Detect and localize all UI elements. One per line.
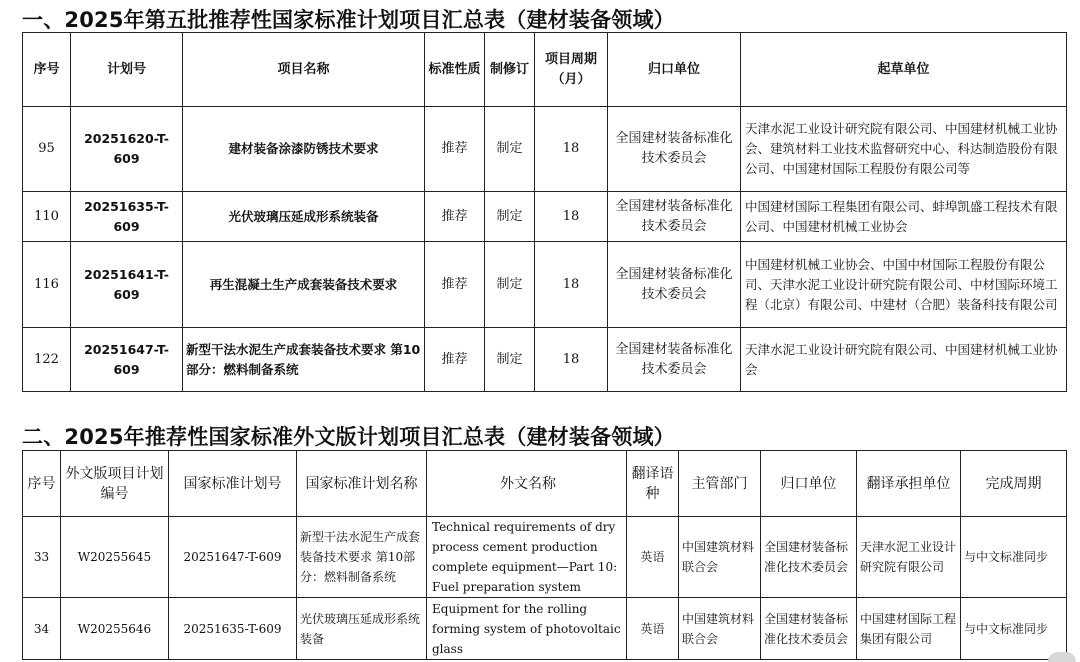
cell-translator: 天津水泥工业设计研究院有限公司 [857,517,961,598]
col-header-translator: 翻译承担单位 [857,451,961,517]
col-header-period: 项目周期（月） [535,33,608,107]
cell-plan: 20251647-T-609 [169,517,297,598]
cell-owner: 全国建材装备标准化技术委员会 [608,242,741,328]
col-header-plan: 计划号 [71,33,183,107]
col-header-nature: 标准性质 [425,33,485,107]
foreign-version-plan-table [22,450,1067,660]
cell-owner: 全国建材装备标准化技术委员会 [608,192,741,242]
cell-owner: 全国建材装备标准化技术委员会 [761,517,857,598]
table-row [23,107,1067,192]
cell-plan: 20251647-T-609 [71,328,183,392]
cell-language: 英语 [627,517,679,598]
cell-seq: 116 [23,242,71,328]
col-header-seq: 序号 [23,451,61,517]
cell-nature: 推荐 [425,328,485,392]
table-row [23,598,1067,660]
cell-code: W20255646 [61,598,169,660]
col-header-name: 项目名称 [183,33,425,107]
cell-translator: 中国建材国际工程集团有限公司 [857,598,961,660]
cell-seq: 122 [23,328,71,392]
cell-owner: 全国建材装备标准化技术委员会 [761,598,857,660]
cell-revision: 制定 [485,242,535,328]
cell-owner: 全国建材装备标准化技术委员会 [608,107,741,192]
cell-seq: 34 [23,598,61,660]
cell-language: 英语 [627,598,679,660]
col-header-cycle: 完成周期 [961,451,1067,517]
cell-drafter: 天津水泥工业设计研究院有限公司、中国建材机械工业协会 [741,328,1067,392]
cell-nature: 推荐 [425,242,485,328]
col-header-language: 翻译语种 [627,451,679,517]
table-header-row [23,451,1067,517]
cell-plan: 20251641-T-609 [71,242,183,328]
cell-cycle: 与中文标准同步 [961,598,1067,660]
col-header-foreign-name: 外文名称 [427,451,627,517]
cell-name: 建材装备涂漆防锈技术要求 [183,107,425,192]
cell-revision: 制定 [485,328,535,392]
cell-plan: 20251635-T-609 [71,192,183,242]
cell-name: 再生混凝土生产成套装备技术要求 [183,242,425,328]
col-header-owner: 归口单位 [608,33,741,107]
table-row [23,328,1067,392]
col-header-seq: 序号 [23,33,71,107]
col-header-drafter: 起草单位 [741,33,1067,107]
col-header-revision: 制修订 [485,33,535,107]
col-header-dept: 主管部门 [679,451,761,517]
cell-plan: 20251620-T-609 [71,107,183,192]
col-header-owner: 归口单位 [761,451,857,517]
table-row [23,192,1067,242]
col-header-code: 外文版项目计划编号 [61,451,169,517]
cell-seq: 33 [23,517,61,598]
cell-code: W20255645 [61,517,169,598]
table-row [23,517,1067,598]
cell-cycle: 与中文标准同步 [961,517,1067,598]
cell-period: 18 [535,328,608,392]
cell-nature: 推荐 [425,192,485,242]
section2-title: 二、2025年推荐性国家标准外文版计划项目汇总表（建材装备领域） [22,425,675,449]
cell-plan-name: 光伏玻璃压延成形系统装备 [297,598,427,660]
col-header-plan-name: 国家标准计划名称 [297,451,427,517]
cell-name: 光伏玻璃压延成形系统装备 [183,192,425,242]
cell-drafter: 中国建材国际工程集团有限公司、蚌埠凯盛工程技术有限公司、中国建材机械工业协会 [741,192,1067,242]
cell-period: 18 [535,242,608,328]
cell-dept: 中国建筑材料联合会 [679,517,761,598]
section1-title: 一、2025年第五批推荐性国家标准计划项目汇总表（建材装备领域） [22,8,675,32]
cell-foreign-name: Equipment for the rolling forming system of photovoltaic glass [427,598,627,660]
cell-plan: 20251635-T-609 [169,598,297,660]
cell-nature: 推荐 [425,107,485,192]
cell-owner: 全国建材装备标准化技术委员会 [608,328,741,392]
cell-revision: 制定 [485,192,535,242]
standards-plan-table [22,32,1067,392]
watermark-decoration [1048,652,1076,662]
cell-revision: 制定 [485,107,535,192]
cell-foreign-name: Technical requirements of dry process cement production complete equipment—Part 10: Fuel preparation system [427,517,627,598]
cell-period: 18 [535,192,608,242]
col-header-plan: 国家标准计划号 [169,451,297,517]
cell-plan-name: 新型干法水泥生产成套装备技术要求 第10部分：燃料制备系统 [297,517,427,598]
cell-drafter: 天津水泥工业设计研究院有限公司、中国建材机械工业协会、建筑材料工业技术监督研究中心、科达制造股份有限公司、中国建材国际工程股份有限公司等 [741,107,1067,192]
table-header-row [23,33,1067,107]
cell-name: 新型干法水泥生产成套装备技术要求 第10部分：燃料制备系统 [183,328,425,392]
cell-drafter: 中国建材机械工业协会、中国中材国际工程股份有限公司、天津水泥工业设计研究院有限公司、中材国际环境工程（北京）有限公司、中建材（合肥）装备科技有限公司 [741,242,1067,328]
cell-period: 18 [535,107,608,192]
table-row [23,242,1067,328]
cell-dept: 中国建筑材料联合会 [679,598,761,660]
cell-seq: 110 [23,192,71,242]
cell-seq: 95 [23,107,71,192]
